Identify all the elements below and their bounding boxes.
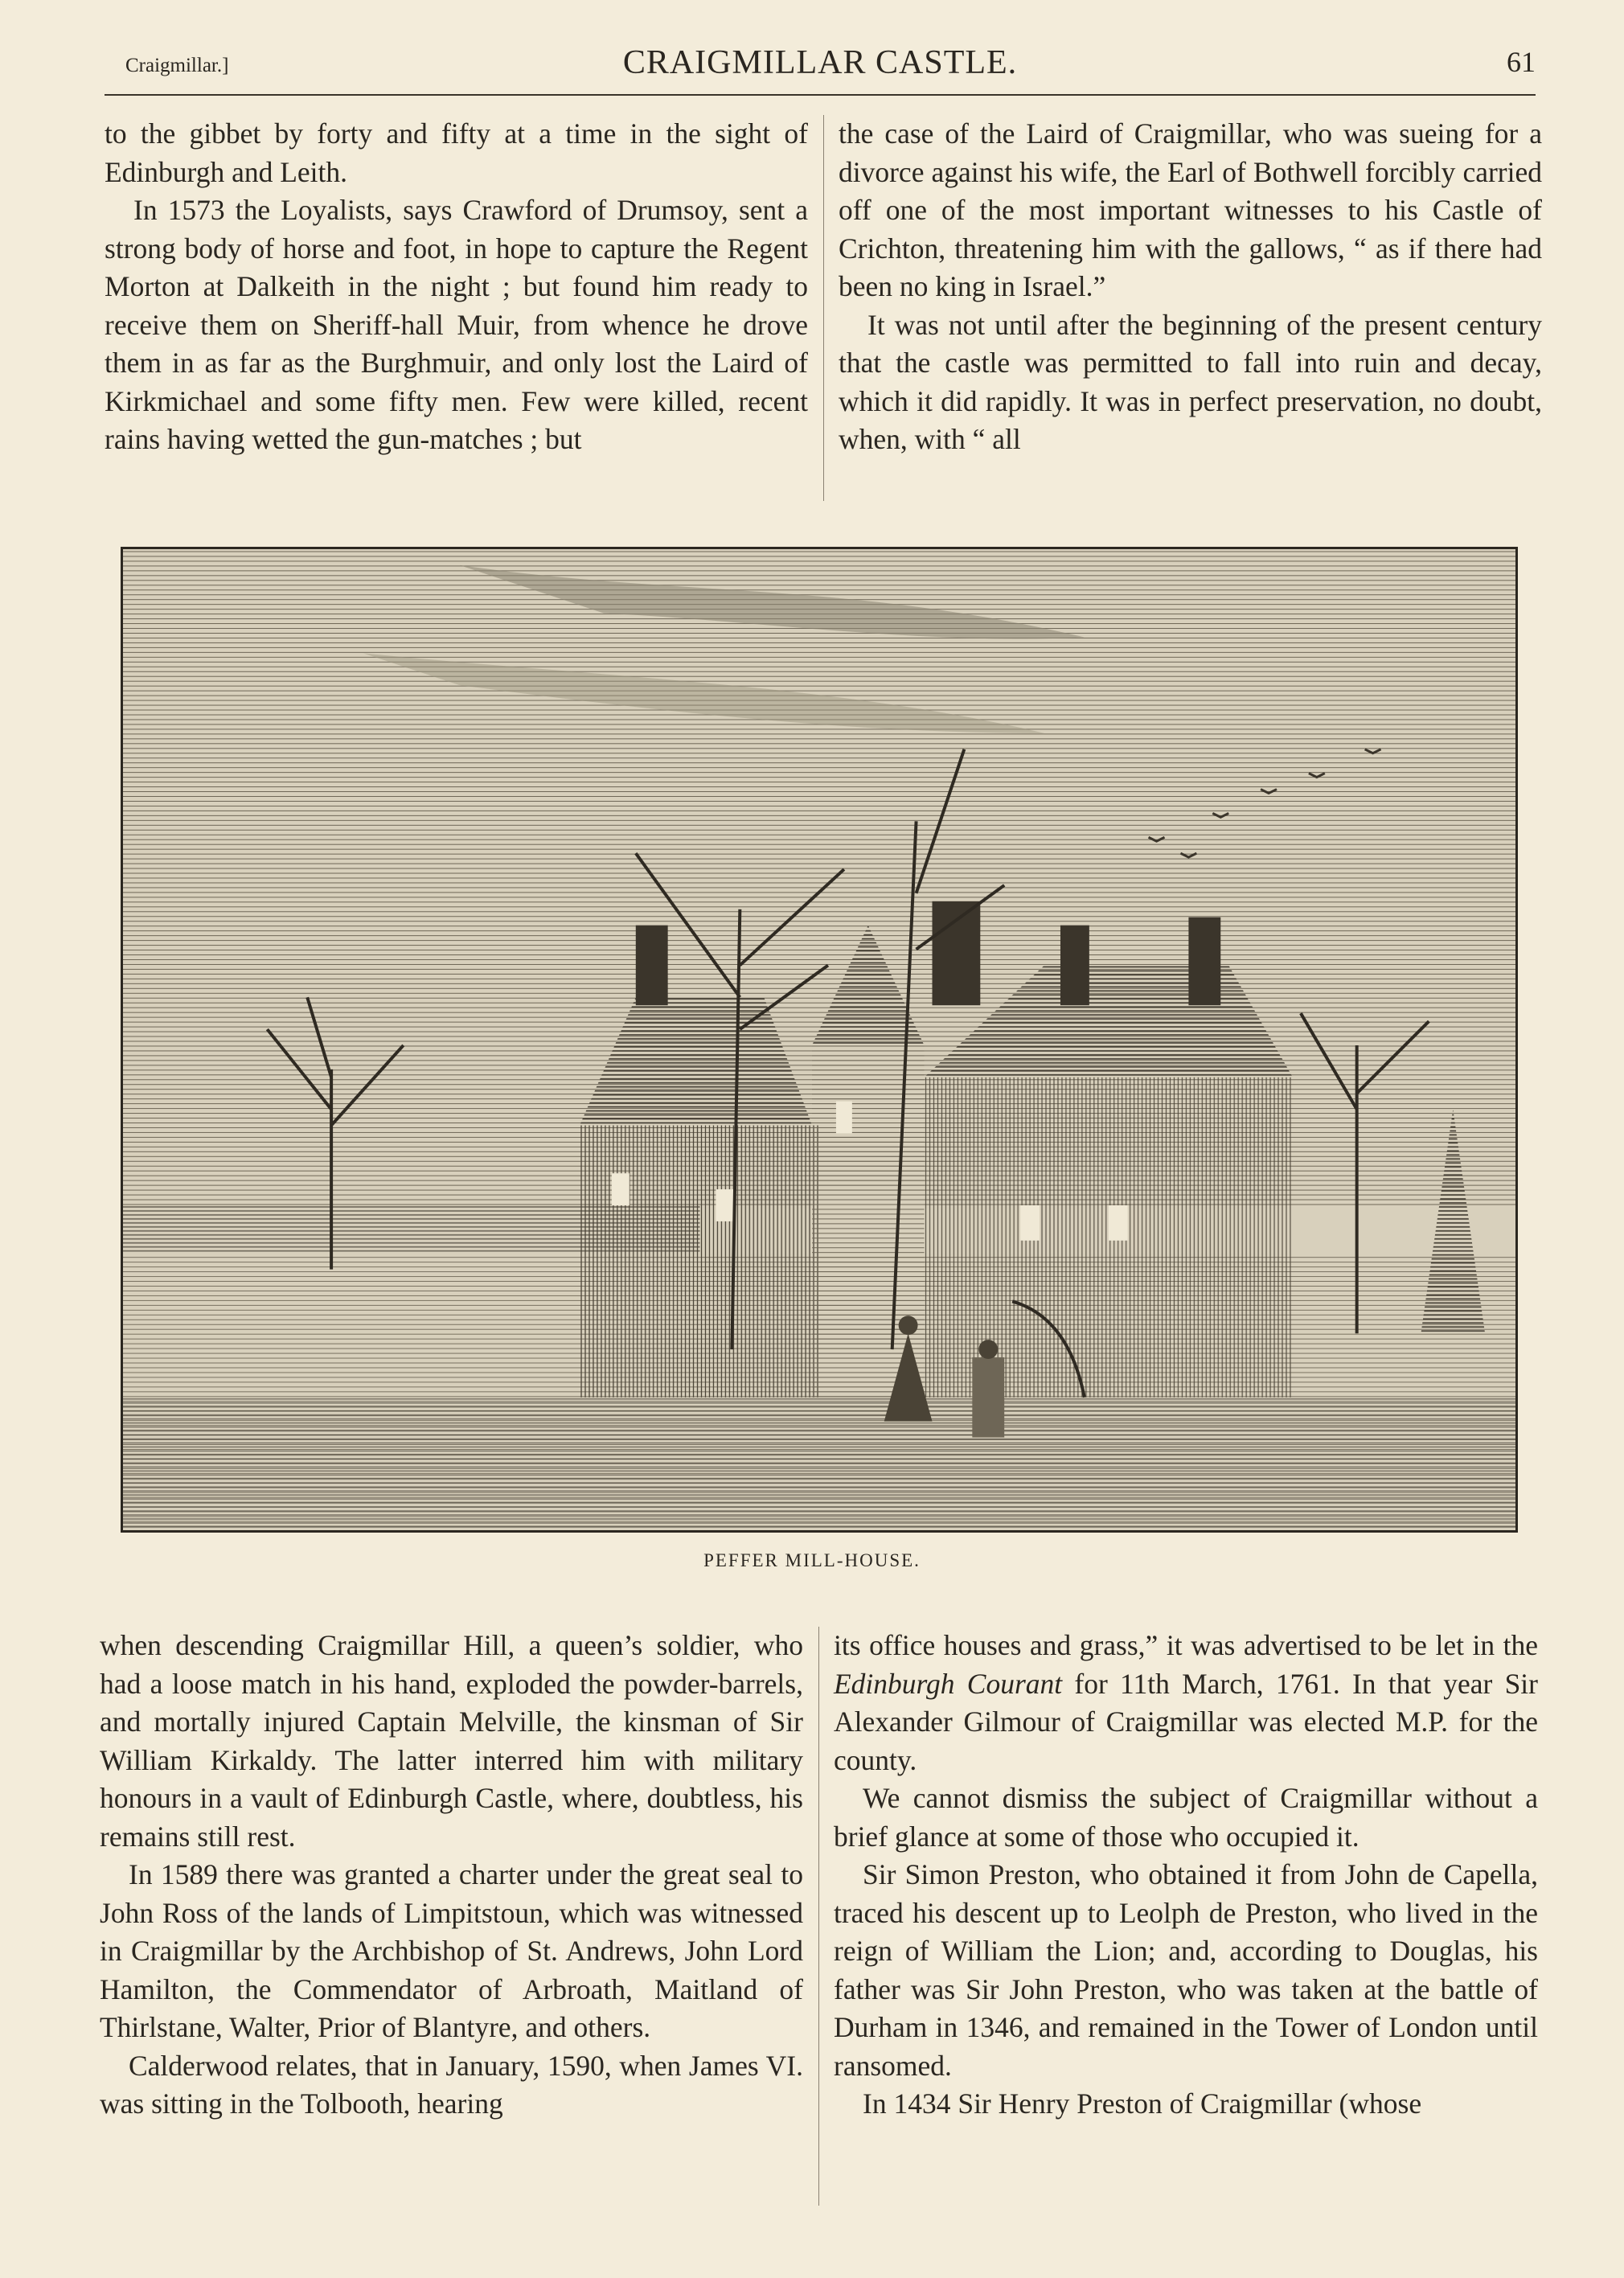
top-right-column [839,115,1542,459]
header-rule [105,94,1536,96]
bottom-left-column [100,1627,803,2124]
column-divider [818,1627,819,2206]
figure-caption: PEFFER MILL-HOUSE. [703,1550,921,1570]
paragraph: In 1434 Sir Henry Preston of Craigmillar (whose [863,2087,1422,2120]
paragraph: We cannot dismiss the subject of Craigmillar without a brief glance at some of those who occupied it. [834,1782,1538,1853]
paragraph: In 1589 there was granted a charter under the great seal to John Ross of the lands of Limpitstoun, which was witnessed in Craigmillar by the Archbishop of St. Andrews, John Lord Hamilton, the Commendator of Arbroath, Maitland of Thirlstane, Walter, Prior of Blantyre, and others. [100,1858,803,2043]
paragraph: to the gibbet by forty and fifty at a time in the sight of Edinburgh and Leith. [105,117,808,188]
paragraph: Sir Simon Preston, who obtained it from John de Capella, traced his descent up to Leolph de Preston, who lived in the reign of William the Lion; and, according to Douglas, his father was Sir John Preston, who was taken at the battle of Durham in 1346, and remained in the Tower of London until ransomed. [834,1858,1538,2082]
paragraph: its office houses and grass,” it was advertised to be let in the Edinburgh Courant for 11th March, 1761. In that year Sir Alexander Gilmour of Craigmillar was elected M.P. for the county. [834,1629,1538,1776]
running-head [105,39,1536,95]
section-label: Craigmillar.] [125,55,229,76]
paragraph: when descending Craigmillar Hill, a queen’s soldier, who had a loose match in his hand, exploded the powder-barrels, and mortally injured Captain Melville, the kinsman of Sir William Kirkaldy. The latter interred him with military honours in a vault of Edinburgh Castle, where, doubtless, his remains still rest. [100,1629,803,1853]
engraving-picture [123,549,1515,1530]
newspaper-title: Edinburgh Courant [834,1667,1063,1700]
column-divider [823,115,824,501]
page-number: 61 [1507,46,1536,78]
bottom-right-column [834,1627,1538,2124]
paragraph: In 1573 the Loyalists, says Crawford of Drumsoy, sent a strong body of horse and foot, in hope to capture the Regent Morton at Dalkeith in the night ; but found him ready to receive them on Sheriff-hall Muir, from whence he drove them in as far as the Burghmuir, and only lost the Laird of Kirkmichael and some fifty men. Few were killed, recent rains having wetted the gun-matches ; but [105,194,808,455]
top-left-column [105,115,808,459]
paragraph: It was not until after the beginning of the present century that the castle was permitted to fall into ruin and decay, which it did rapidly. It was in perfect preservation, no doubt, when, with “ all [839,308,1542,455]
paragraph: Calderwood relates, that in January, 1590, when James VI. was sitting in the Tolbooth, hearing [100,2049,803,2120]
page-title: CRAIGMILLAR CASTLE. [622,44,1018,81]
paragraph: the case of the Laird of Craigmillar, who was sueing for a divorce against his wife, the Earl of Bothwell forcibly carried off one of the most important witnesses to his Castle of Crichton, threatening him with the gallows, “ as if there had been no king in Israel.” [839,117,1542,302]
engraving-illustration [121,547,1518,1533]
